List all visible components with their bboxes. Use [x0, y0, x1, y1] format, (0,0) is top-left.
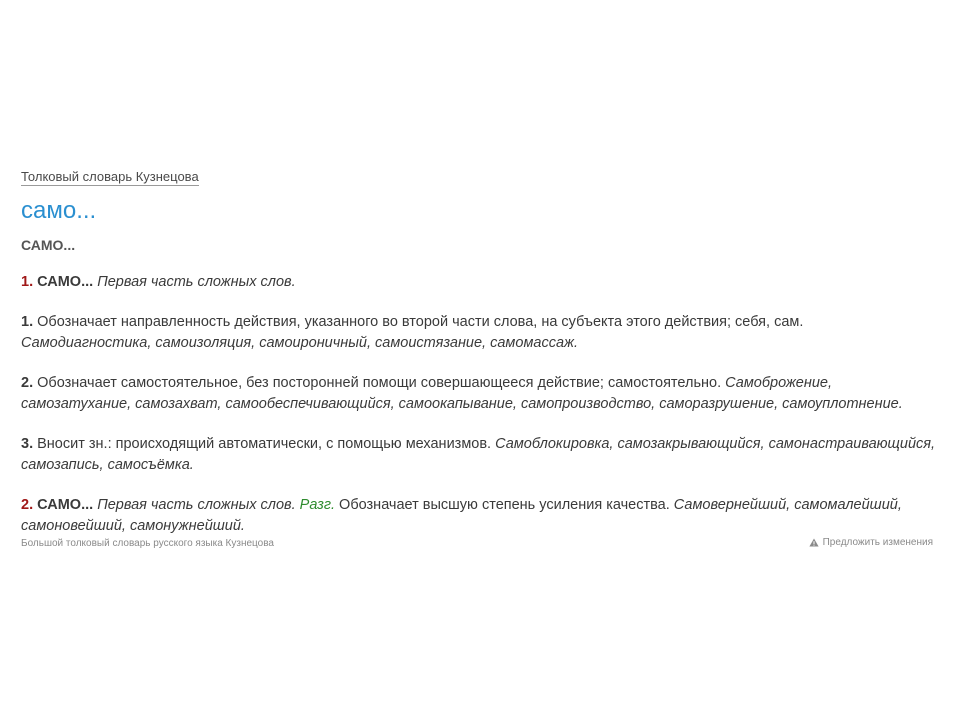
dictionary-source-link[interactable]: Толковый словарь Кузнецова [21, 169, 199, 184]
sense-2 [21, 373, 937, 415]
sense-examples: Самоблокировка, самозакрывающийся, самонастраивающийся, самозапись, самосъёмка. [21, 436, 936, 473]
sense-definition: Обозначает направленность действия, указанного во второй части слова, на субъекта этого действия; себя, сам. [37, 314, 804, 330]
suggest-changes-link[interactable] [809, 537, 933, 548]
headword: само... [21, 197, 97, 224]
sense-definition: Обозначает самостоятельное, без посторонней помощи совершающееся действие; самостоятельно. [37, 375, 722, 391]
sense-definition: Вносит зн.: происходящий автоматически, с помощью механизмов. [37, 436, 492, 452]
warning-icon [809, 538, 819, 547]
sense-examples: Самоброжение, самозатухание, самозахват, самообеспечивающийся, самоокапывание, самопроизводство, саморазрушение, самоуплотнение. [21, 375, 903, 412]
entry-examples: Самовернейший, самомалейший, самоновейший, самонужнейший. [21, 497, 902, 534]
sense-examples: Самодиагностика, самоизоляция, самоироничный, самоистязание, самомассаж. [21, 335, 579, 351]
entry-lemma: САМО... [37, 274, 94, 290]
entry-2 [21, 495, 937, 537]
entry-definition: Первая часть сложных слов. [97, 274, 296, 290]
entry-definition: Обозначает высшую степень усиления качества. [339, 497, 670, 513]
entry-number: 2. [21, 497, 34, 513]
sense-number: 3. [21, 436, 34, 452]
sense-number: 2. [21, 375, 34, 391]
sense-3 [21, 434, 937, 476]
suggest-changes-label: Предложить изменения [822, 537, 933, 548]
entry-lemma: САМО... [37, 497, 94, 513]
dictionary-article [21, 168, 937, 537]
entry-part: Первая часть сложных слов. [97, 497, 296, 513]
entry-number: 1. [21, 274, 34, 290]
style-label: Разг. [299, 497, 336, 513]
footer-source: Большой толковый словарь русского языка Кузнецова [21, 538, 274, 549]
sense-1 [21, 312, 937, 354]
lemma: САМО... [21, 237, 76, 253]
entry-1 [21, 272, 937, 293]
sense-number: 1. [21, 314, 34, 330]
